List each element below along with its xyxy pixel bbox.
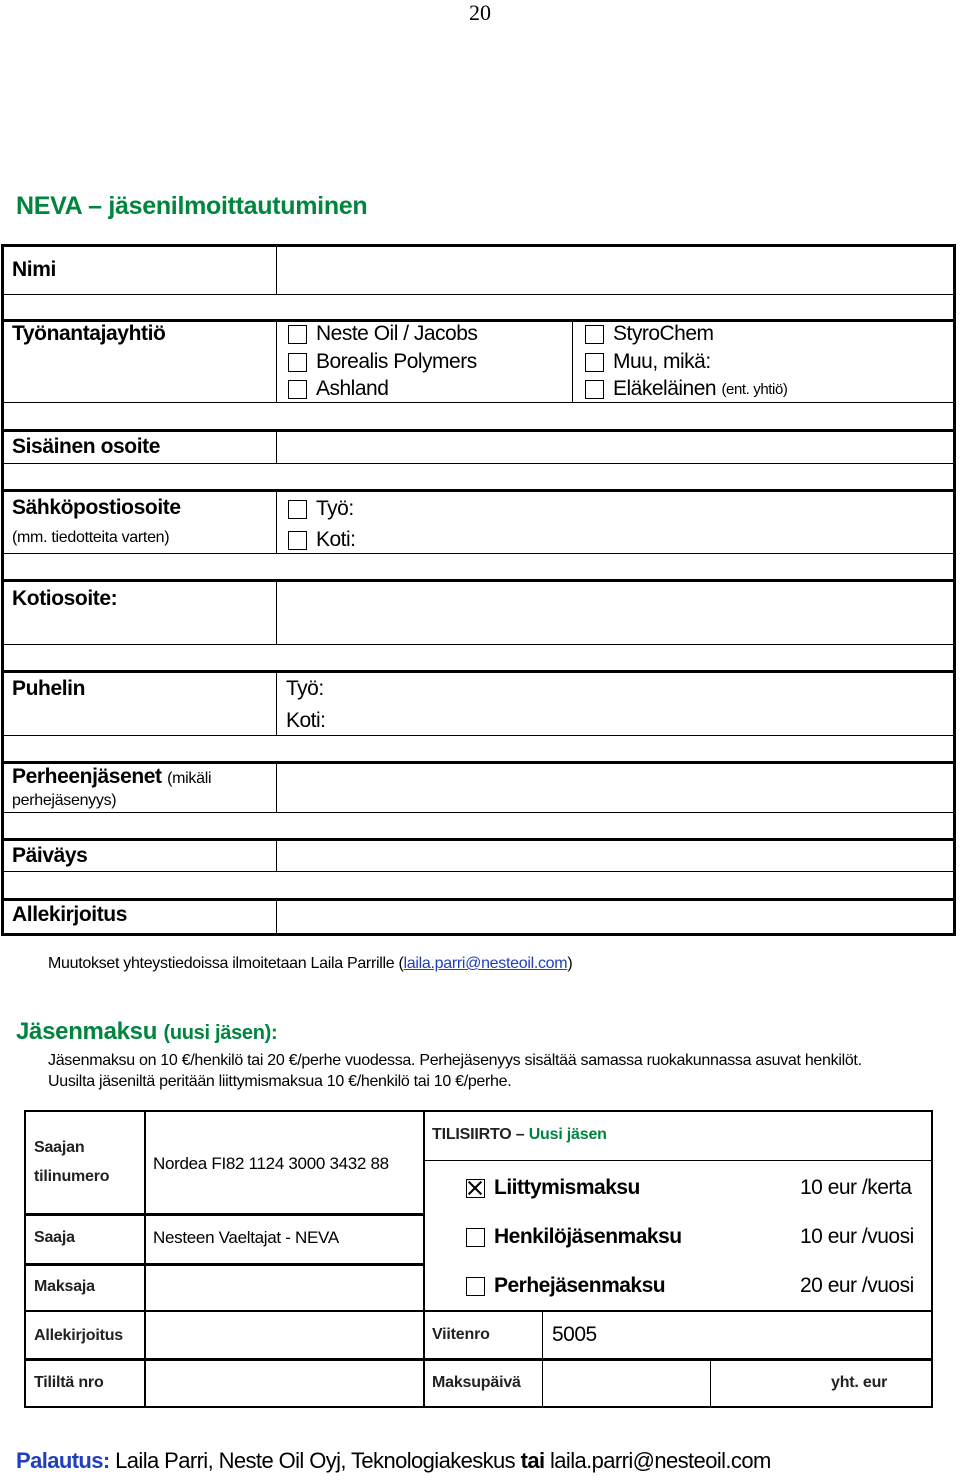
employer-label: Työnantajayhtiö: [12, 322, 166, 345]
phone-label: Puhelin: [12, 677, 86, 700]
return-label: Palautus:: [16, 1448, 110, 1473]
employer-option-ashland[interactable]: Ashland: [288, 377, 388, 401]
checked-checkbox-icon[interactable]: [466, 1179, 485, 1198]
account-label-2: tilinumero: [34, 1168, 110, 1185]
payee-label: Saaja: [34, 1229, 75, 1246]
email-label: Sähköpostiosoite: [12, 496, 181, 519]
fee-title: Jäsenmaksu (uusi jäsen):: [16, 1018, 278, 1045]
employer-option-neste[interactable]: Neste Oil / Jacobs: [288, 322, 477, 346]
fee-amount-family: 20 eur /vuosi: [800, 1274, 914, 1297]
account-value: Nordea FI82 1124 3000 3432 88: [153, 1154, 389, 1173]
name-field[interactable]: [278, 247, 954, 294]
retiree-note: (ent. yhtiö): [721, 380, 788, 398]
form-title: NEVA – jäsenilmoittautuminen: [16, 192, 368, 220]
date-field[interactable]: [278, 840, 954, 871]
return-info: Palautus: Laila Parri, Neste Oil Oyj, Teknologiakeskus tai laila.parri@nesteoil.com: [16, 1448, 771, 1473]
fee-amount-personal: 10 eur /vuosi: [800, 1225, 914, 1248]
checkbox[interactable]: [466, 1277, 485, 1296]
payment-signature-field[interactable]: [146, 1312, 423, 1358]
phone-home[interactable]: Koti:: [286, 709, 326, 732]
registration-table: [1, 244, 956, 936]
from-account-field[interactable]: [146, 1361, 423, 1406]
due-date-label: Maksupäivä: [432, 1374, 521, 1391]
account-label-1: Saajan: [34, 1139, 85, 1156]
payment-slip: [24, 1110, 933, 1408]
checkbox[interactable]: [585, 353, 604, 372]
phone-work[interactable]: Työ:: [286, 677, 324, 700]
family-sublabel: perhejäsenyys): [12, 792, 117, 809]
due-date-field[interactable]: [544, 1361, 710, 1406]
name-label: Nimi: [12, 258, 56, 281]
family-label: Perheenjäsenet (mikäli: [12, 765, 212, 788]
email-sublabel: (mm. tiedotteita varten): [12, 529, 170, 546]
employer-option-retiree[interactable]: Eläkeläinen (ent. yhtiö): [585, 377, 788, 401]
checkbox[interactable]: [585, 325, 604, 344]
date-label: Päiväys: [12, 844, 88, 867]
email-home-option[interactable]: Koti:: [288, 528, 356, 552]
payee-value: Nesteen Vaeltajat - NEVA: [153, 1228, 339, 1247]
home-address-label: Kotiosoite:: [12, 587, 118, 610]
fee-description: Jäsenmaksu on 10 €/henkilö tai 20 €/perhe vuodessa. Perhejäsenyys sisältää samassa ruokakunnassa asuvat henkilöt. Uusilta jäseniltä peritään liittymismaksua 10 €/henkilö tai 10 €/perhe.: [48, 1052, 862, 1090]
checkbox[interactable]: [288, 531, 307, 550]
employer-option-borealis[interactable]: Borealis Polymers: [288, 350, 477, 374]
signature-label: Allekirjoitus: [12, 903, 127, 926]
contact-email-link[interactable]: laila.parri@nesteoil.com: [403, 955, 568, 972]
payment-signature-label: Allekirjoitus: [34, 1327, 123, 1344]
internal-address-field[interactable]: [278, 431, 954, 463]
payer-label: Maksaja: [34, 1278, 95, 1295]
signature-field[interactable]: [278, 900, 954, 936]
fee-amount-joining: 10 eur /kerta: [800, 1176, 912, 1199]
checkbox[interactable]: [288, 353, 307, 372]
checkbox[interactable]: [585, 380, 604, 399]
employer-option-styrochem[interactable]: StyroChem: [585, 322, 714, 346]
employer-option-other[interactable]: Muu, mikä:: [585, 350, 711, 374]
checkbox[interactable]: [288, 380, 307, 399]
fee-option-family[interactable]: Perhejäsenmaksu: [466, 1274, 665, 1298]
checkbox[interactable]: [466, 1228, 485, 1247]
reference-value: 5005: [552, 1323, 597, 1346]
total-label: yht. eur: [831, 1374, 888, 1391]
internal-address-label: Sisäinen osoite: [12, 435, 161, 458]
transfer-title: TILISIIRTO – Uusi jäsen: [432, 1126, 607, 1143]
fee-option-personal[interactable]: Henkilöjäsenmaksu: [466, 1225, 682, 1249]
return-email[interactable]: laila.parri@nesteoil.com: [549, 1448, 771, 1473]
reference-label: Viitenro: [432, 1326, 490, 1343]
payer-field[interactable]: [146, 1266, 423, 1310]
checkbox[interactable]: [288, 325, 307, 344]
checkbox[interactable]: [288, 500, 307, 519]
family-field[interactable]: [278, 763, 954, 812]
fee-option-joining[interactable]: Liittymismaksu: [466, 1176, 640, 1200]
from-account-label: Tililtä nro: [34, 1374, 104, 1391]
email-work-option[interactable]: Työ:: [288, 497, 354, 521]
page-number: 20: [469, 0, 491, 25]
home-address-field[interactable]: [278, 581, 954, 644]
changes-note: Muutokset yhteystiedoissa ilmoitetaan Laila Parrille (laila.parri@nesteoil.com): [48, 955, 573, 972]
